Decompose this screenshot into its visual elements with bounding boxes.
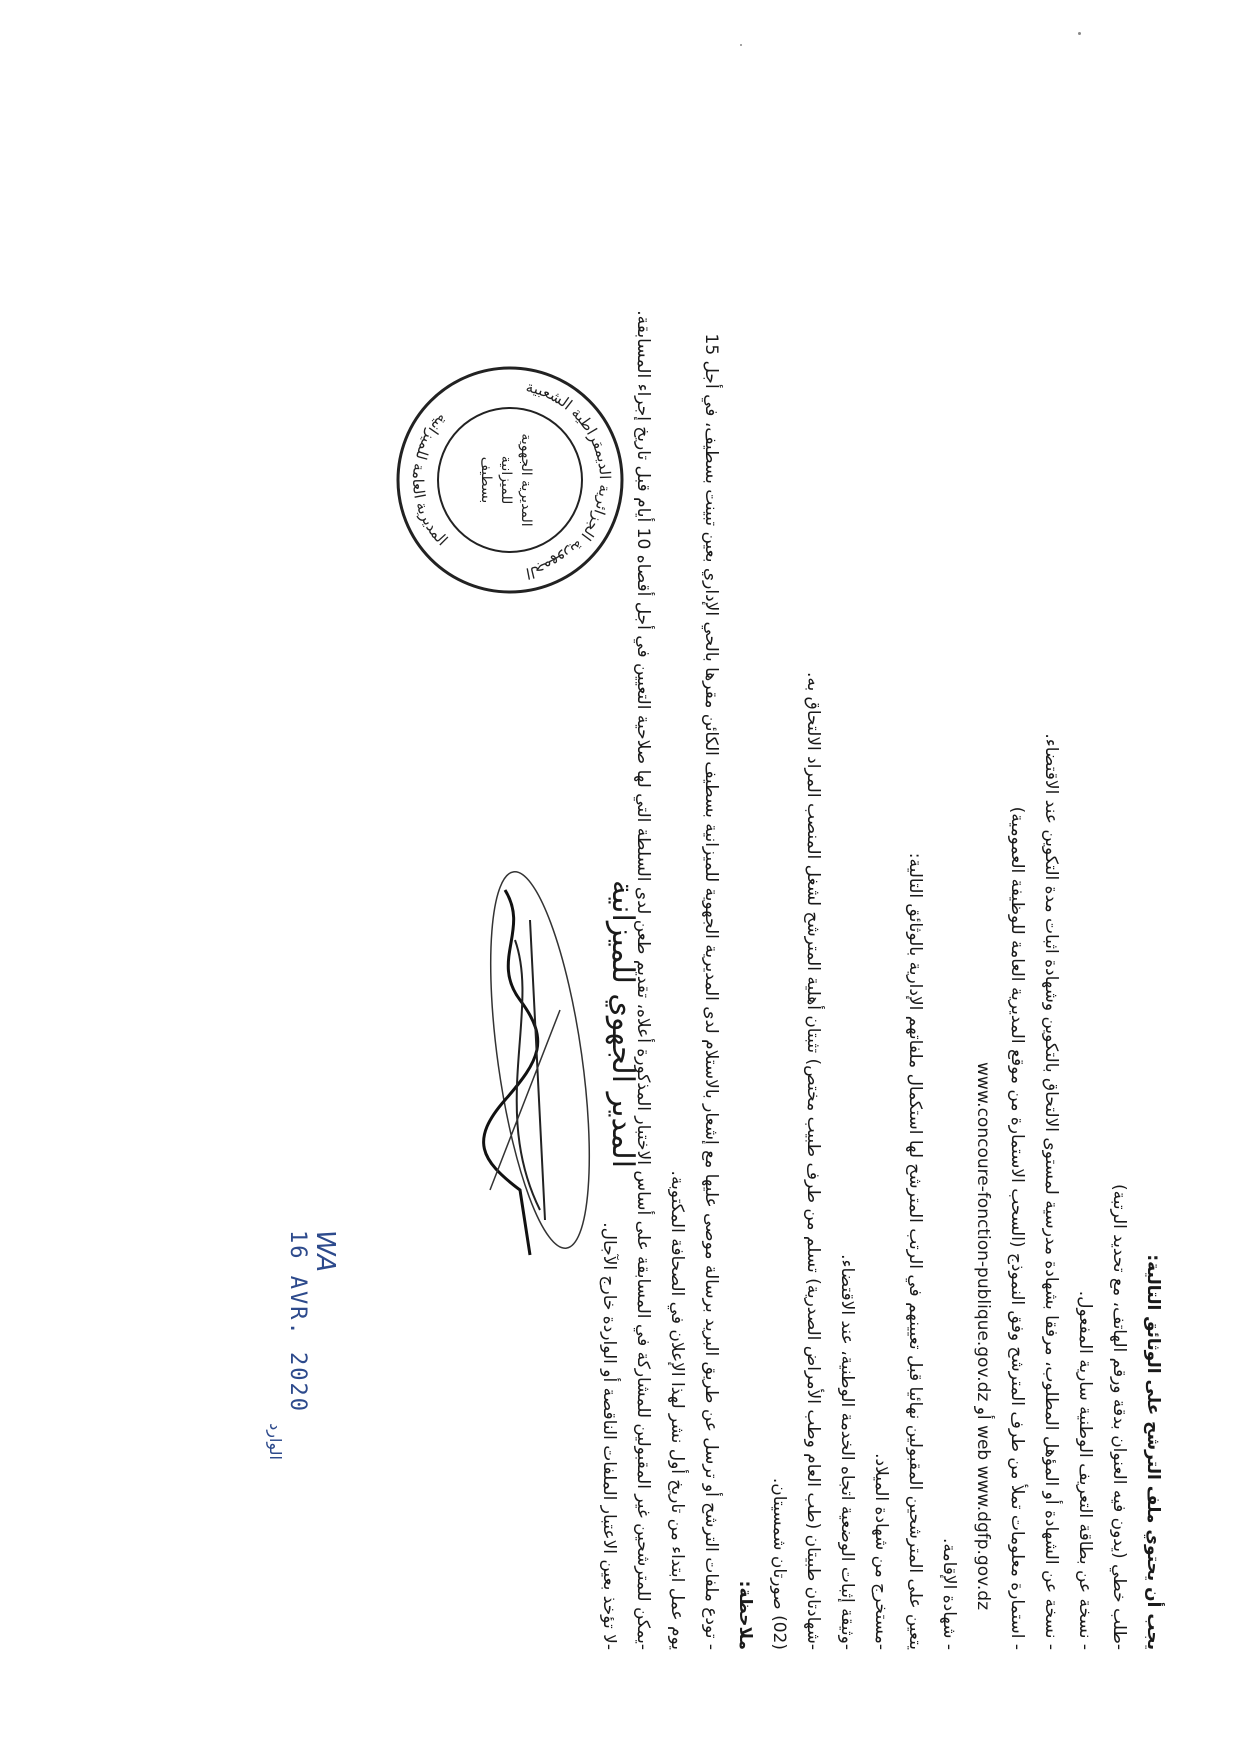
doc-line: (02) صورتان شمسيتان. <box>769 1477 789 1650</box>
seal-center-line: للميزانية <box>498 455 514 505</box>
received-stamp <box>266 1230 340 1460</box>
doc-line: يجب أن يحتوي ملف الترشح على الوثائق التالية: <box>1143 1254 1163 1650</box>
stamp-label: الوارد <box>266 1423 285 1460</box>
doc-line: - تودع ملفات الترشح أو ترسل عن طريق البريد برسالة موصى عليها مع إشعار بالاستلام لدى المديرية الجهوية للميزانية بسطيف الكائن مقرها بالحي الإداري بعين تبينت بسطيف، في أجل 15 <box>701 333 721 1650</box>
stamp-initials: WA <box>310 1230 340 1273</box>
url-joiner: أو <box>973 1406 993 1420</box>
doc-line: -مستخرج من شهادة الميلاد. <box>871 1453 891 1650</box>
handwritten-signature <box>450 860 600 1280</box>
doc-line: يوم عمل ابتداء من تاريخ أول نشر لهذا الإعلان في الصحافة المكتوبة. <box>667 1170 687 1650</box>
doc-line: - نسخة عن بطاقة التعريف الوطنية سارية المفعول. <box>1075 1290 1095 1650</box>
scan-speck <box>1078 32 1081 35</box>
seal-center-line: بسطيف <box>478 456 494 504</box>
stamp-date: 16 AVR. 2020 <box>285 1230 310 1413</box>
url-concours: www.concoure-fonction-publique.gov.dz <box>973 1062 993 1402</box>
official-seal <box>390 360 630 600</box>
url-dgfp: web www.dgfp.gov.dz <box>973 1425 993 1610</box>
doc-line: -يمكن للمترشحين غير المقبولين للمشاركة في المسابقة على أساس الاختبار المذكورة أعلاه، تقديم طعن لدى السلطة التي لها صلاحية التعيين في أجل أقصاه 10 أيام قبل تاريخ إجراء المسابقة. <box>633 310 653 1650</box>
doc-line: يتعين على المترشحين المقبولين نهائيا قبل تعيينهم في الرتب المترشح لها استكمال ملفاتهم الإدارية بالوثائق التالية: <box>905 852 925 1650</box>
doc-line: -لا تؤخذ بعين الاعتبار الملفات الناقصة أو الواردة خارج الآجال. <box>599 1222 619 1650</box>
doc-line: -شهادتان طبيتان (طب العام وطب الأمراض الصدرية) تسلم من طرف طبيب مختص) تثبتان أهلية المترشح لشغل المنصب المراد الالتحاق به. <box>803 672 823 1650</box>
seal-center-line: المديرية الجهوية <box>518 433 534 527</box>
signature-block <box>450 860 700 1280</box>
doc-url-line <box>966 180 1000 1650</box>
doc-line: - نسخة عن الشهادة أو المؤهل المطلوب، مرفقا بشهادة مدرسية لمستوى الالتحاق بالتكوين وشهادة اثبات مدة التكوين عند الاقتضاء. <box>1041 733 1061 1650</box>
scan-speck <box>740 44 742 46</box>
note-heading: ملاحظة: <box>735 1580 755 1650</box>
doc-line: -وثيقة إثبات الوضعية اتجاه الخدمة الوطنية، عند الاقتضاء. <box>837 1254 857 1650</box>
doc-line: - استمارة معلومات تملأ من طرف المترشح وفق النموذج (السحب الاستمارة من موقع المديرية العامة للوظيفة العمومية) <box>1007 806 1027 1650</box>
doc-line: - شهادة الإقامة. <box>939 1537 959 1650</box>
doc-line: -طلب خطي (يدون فيه العنوان بدقة ورقم الهاتف، مع تحديد الرتبة) <box>1109 1183 1129 1650</box>
seal-bottom-text: المديرية العامة للميزانية <box>408 410 452 550</box>
signatory-title: المدير الجهوي للميزانية <box>605 880 640 1169</box>
seal-outer-text: الجمهورية الجزائرية الديمقراطية الشعبية <box>524 377 615 583</box>
